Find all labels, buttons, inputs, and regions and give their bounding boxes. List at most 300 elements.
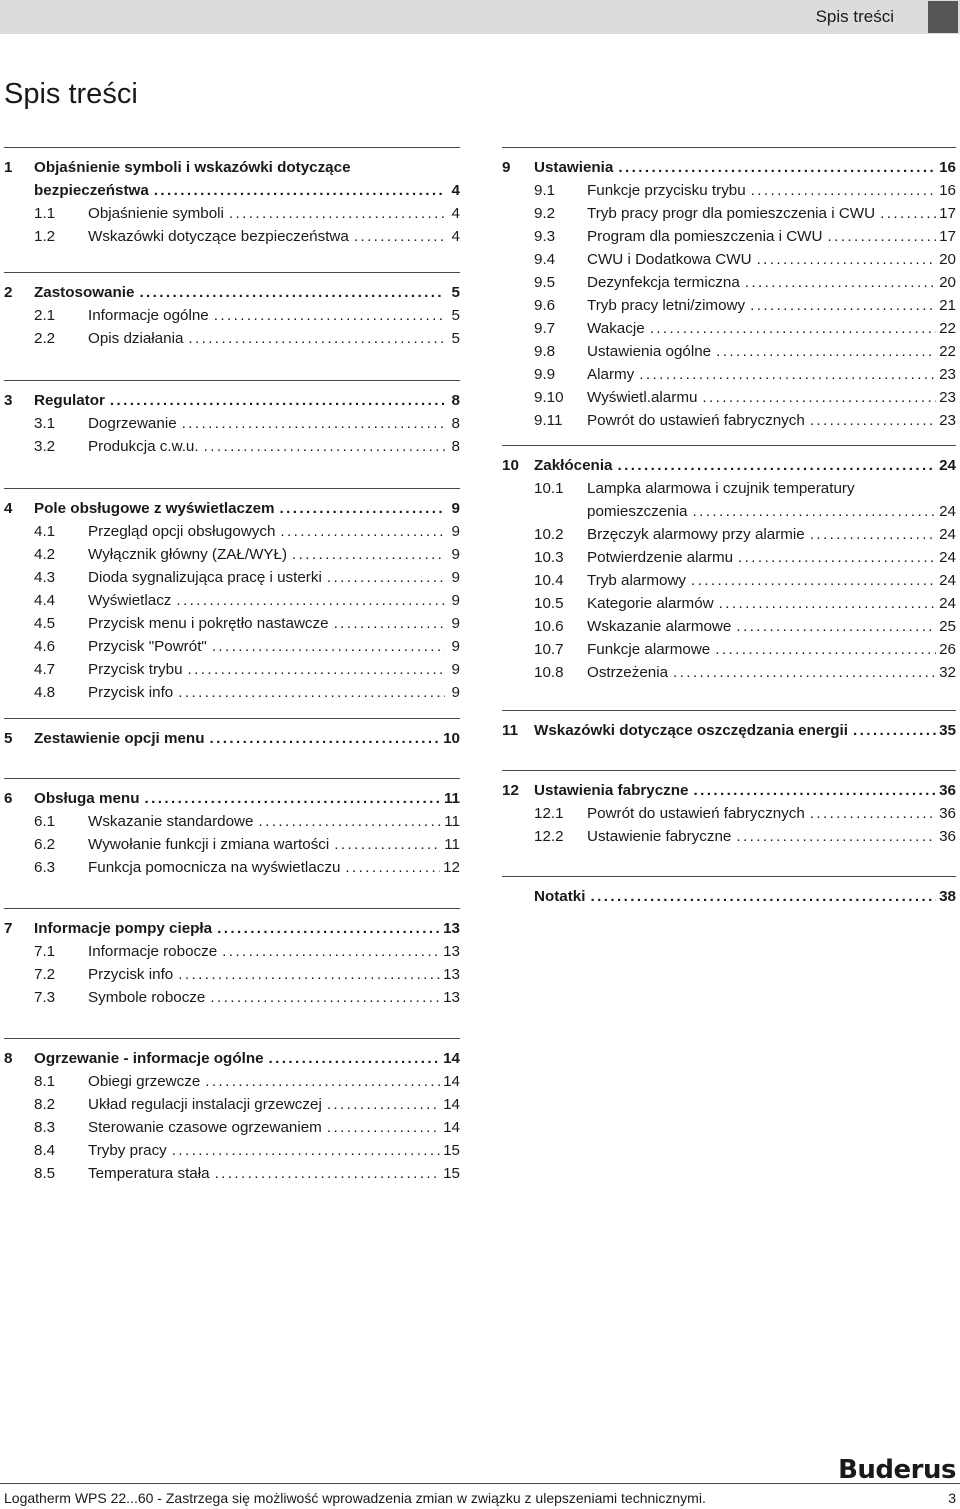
entry-page: 10 <box>443 730 460 747</box>
leader-dots <box>214 304 445 327</box>
entry-page: 5 <box>451 284 460 301</box>
entry-page: 35 <box>939 722 956 739</box>
entry-title: Ustawienia <box>534 159 614 176</box>
toc-entry[interactable] <box>4 1093 460 1116</box>
leader-dots <box>269 1047 441 1070</box>
leader-dots <box>827 225 936 248</box>
entry-title: Wakacje <box>587 320 645 337</box>
entry-body <box>88 658 460 681</box>
entry-title: Wskazówki dotyczące bezpieczeństwa <box>88 228 349 245</box>
entry-number: 6 <box>4 790 13 807</box>
leader-dots <box>204 435 445 458</box>
entry-body <box>34 917 460 940</box>
leader-dots <box>176 589 445 612</box>
leader-dots <box>229 202 445 225</box>
entry-number: 8.3 <box>34 1119 56 1136</box>
toc-section <box>4 908 460 1009</box>
toc-entry[interactable] <box>502 523 956 546</box>
toc-entry[interactable] <box>4 1070 460 1093</box>
toc-entry[interactable] <box>502 294 956 317</box>
entry-title: Alarmy <box>587 366 635 383</box>
leader-dots <box>139 281 445 304</box>
toc-entry[interactable] <box>4 635 460 658</box>
toc-entry[interactable] <box>4 612 460 635</box>
toc-section <box>502 147 956 432</box>
leader-dots <box>215 1162 441 1185</box>
entry-title: Tryb pracy progr dla pomieszczenia i CWU <box>587 205 876 222</box>
entry-number: 12.2 <box>534 828 564 845</box>
entry-title: Obsługa menu <box>34 790 140 807</box>
entry-title: Lampka alarmowa i czujnik temperatury <box>587 480 855 497</box>
entry-number: 8.5 <box>34 1165 56 1182</box>
toc-entry-continued[interactable] <box>502 500 956 523</box>
entry-title: Dezynfekcja termiczna <box>587 274 740 291</box>
leader-dots <box>292 543 445 566</box>
entry-number: 12 <box>502 782 519 799</box>
entry-number: 9.6 <box>534 297 556 314</box>
leader-dots <box>209 727 440 750</box>
entry-body <box>88 612 460 635</box>
toc-entry[interactable] <box>4 963 460 986</box>
toc-entry[interactable] <box>4 1116 460 1139</box>
entry-body <box>587 409 956 432</box>
toc-entry[interactable] <box>502 202 956 225</box>
entry-page: 36 <box>939 805 956 822</box>
leader-dots <box>354 225 445 248</box>
leader-dots <box>673 661 936 684</box>
entry-body <box>534 719 956 742</box>
entry-body <box>587 202 956 225</box>
leader-dots <box>334 833 441 856</box>
entry-title: Informacje robocze <box>88 943 218 960</box>
toc-entry[interactable] <box>4 327 460 350</box>
entry-body <box>34 497 460 520</box>
leader-dots <box>212 635 445 658</box>
entry-title: Tryb pracy letni/zimowy <box>587 297 746 314</box>
toc-entry[interactable] <box>502 592 956 615</box>
entry-number: 6.2 <box>34 836 56 853</box>
entry-title: Przycisk trybu <box>88 661 183 678</box>
entry-title: Kategorie alarmów <box>587 595 714 612</box>
entry-page: 11 <box>444 813 460 830</box>
entry-number: 10.6 <box>534 618 564 635</box>
entry-title: Tryb alarmowy <box>587 572 687 589</box>
toc-section <box>4 488 460 704</box>
entry-number: 4.1 <box>34 523 56 540</box>
entry-page: 9 <box>451 684 460 701</box>
entry-number: 10.3 <box>534 549 564 566</box>
entry-page: 9 <box>451 500 460 517</box>
entry-page: 24 <box>939 503 956 520</box>
entry-body <box>88 566 460 589</box>
toc-entry[interactable] <box>4 520 460 543</box>
leader-dots <box>810 409 936 432</box>
leader-dots <box>691 569 936 592</box>
entry-body <box>534 454 956 477</box>
toc-entry[interactable] <box>4 940 460 963</box>
entry-page: 9 <box>451 523 460 540</box>
toc-entry[interactable] <box>4 389 460 412</box>
toc-entry[interactable] <box>4 412 460 435</box>
entry-page: 13 <box>443 989 460 1006</box>
entry-page: 15 <box>443 1142 460 1159</box>
toc-entry[interactable] <box>4 681 460 704</box>
entry-number: 5 <box>4 730 13 747</box>
leader-dots <box>693 779 936 802</box>
entry-title: Ustawienia ogólne <box>587 343 712 360</box>
entry-number: 4.6 <box>34 638 56 655</box>
toc-entry[interactable] <box>4 727 460 750</box>
entry-number: 2.1 <box>34 307 56 324</box>
toc-entry[interactable] <box>4 543 460 566</box>
entry-page: 22 <box>939 343 956 360</box>
toc-entry[interactable] <box>4 1139 460 1162</box>
leader-dots <box>738 546 936 569</box>
header-title: Spis treści <box>815 7 894 26</box>
entry-title: Pole obsługowe z wyświetlaczem <box>34 500 275 517</box>
entry-number: 10.5 <box>534 595 564 612</box>
toc-section <box>4 778 460 879</box>
entry-number: 9.2 <box>534 205 556 222</box>
leader-dots <box>217 917 440 940</box>
toc-entry[interactable] <box>502 885 956 908</box>
entry-title: Funkcja pomocnicza na wyświetlaczu <box>88 859 341 876</box>
entry-title: Informacje pompy ciepła <box>34 920 213 937</box>
toc-entry[interactable] <box>4 787 460 810</box>
entry-body <box>88 304 460 327</box>
entry-number: 9.9 <box>534 366 556 383</box>
entry-body <box>34 787 460 810</box>
entry-page: 24 <box>939 457 956 474</box>
toc-entry[interactable] <box>4 202 460 225</box>
toc-section <box>4 272 460 350</box>
entry-body <box>88 589 460 612</box>
entry-title: Powrót do ustawień fabrycznych <box>587 412 805 429</box>
entry-body <box>587 500 956 523</box>
entry-title: Sterowanie czasowe ogrzewaniem <box>88 1119 322 1136</box>
entry-body <box>88 543 460 566</box>
toc-entry[interactable] <box>502 386 956 409</box>
entry-number: 3 <box>4 392 13 409</box>
footer-text: Logatherm WPS 22...60 - Zastrzega się możliwość wprowadzenia zmian w związku z ulepszeniami technicznymi. <box>4 1490 706 1506</box>
entry-title: Opis działania <box>88 330 184 347</box>
entry-title: Wyświetl.alarmu <box>587 389 698 406</box>
toc-entry[interactable] <box>4 856 460 879</box>
entry-page: 8 <box>451 415 460 432</box>
leader-dots <box>205 1070 440 1093</box>
entry-page: 14 <box>443 1050 460 1067</box>
entry-number: 7 <box>4 920 13 937</box>
toc-entry[interactable] <box>4 1047 460 1070</box>
toc-entry[interactable] <box>4 435 460 458</box>
entry-title: Przegląd opcji obsługowych <box>88 523 276 540</box>
entry-title: Funkcje alarmowe <box>587 641 711 658</box>
entry-page: 26 <box>939 641 956 658</box>
toc-entry[interactable] <box>502 454 956 477</box>
entry-page: 23 <box>939 389 956 406</box>
toc-entry[interactable] <box>502 546 956 569</box>
toc-section <box>502 876 956 908</box>
entry-title: Dogrzewanie <box>88 415 177 432</box>
toc-section <box>4 147 460 248</box>
leader-dots <box>702 386 936 409</box>
toc-entry[interactable] <box>4 225 460 248</box>
toc-entry[interactable] <box>502 179 956 202</box>
entry-page: 8 <box>451 438 460 455</box>
entry-body <box>587 615 956 638</box>
toc-entry[interactable] <box>4 566 460 589</box>
entry-page: 13 <box>443 943 460 960</box>
entry-number: 10.4 <box>534 572 564 589</box>
toc-entry-continued[interactable] <box>4 179 460 202</box>
toc-entry[interactable] <box>502 825 956 848</box>
leader-dots <box>692 500 936 523</box>
entry-body <box>587 638 956 661</box>
entry-number: 4.5 <box>34 615 56 632</box>
entry-page: 24 <box>939 572 956 589</box>
entry-number: 8 <box>4 1050 13 1067</box>
leader-dots <box>334 612 445 635</box>
entry-number: 9.7 <box>534 320 556 337</box>
leader-dots <box>172 1139 440 1162</box>
entry-body <box>88 225 460 248</box>
entry-body <box>88 520 460 543</box>
entry-number: 4.8 <box>34 684 56 701</box>
entry-page: 14 <box>443 1119 460 1136</box>
entry-body <box>587 802 956 825</box>
entry-number: 11 <box>502 722 519 739</box>
entry-body <box>534 779 956 802</box>
entry-number: 2.2 <box>34 330 56 347</box>
toc-entry[interactable] <box>4 1162 460 1185</box>
leader-dots <box>853 719 936 742</box>
entry-number: 9.3 <box>534 228 556 245</box>
entry-body <box>587 225 956 248</box>
entry-body <box>88 635 460 658</box>
entry-body <box>88 940 460 963</box>
entry-number: 7.3 <box>34 989 56 1006</box>
leader-dots <box>745 271 936 294</box>
entry-number: 4 <box>4 500 13 517</box>
toc-entry[interactable] <box>502 661 956 684</box>
footer-divider <box>0 1483 960 1484</box>
toc-entry[interactable] <box>4 917 460 940</box>
entry-page: 9 <box>451 569 460 586</box>
toc-entry[interactable] <box>502 271 956 294</box>
entry-title: Regulator <box>34 392 105 409</box>
entry-title: Przycisk menu i pokrętło nastawcze <box>88 615 329 632</box>
leader-dots <box>222 940 440 963</box>
entry-page: 8 <box>451 392 460 409</box>
entry-page: 4 <box>451 182 460 199</box>
toc-entry[interactable] <box>4 986 460 1009</box>
toc-entry[interactable] <box>502 802 956 825</box>
header-marker <box>928 1 958 33</box>
leader-dots <box>736 825 936 848</box>
toc-section <box>502 710 956 742</box>
entry-title: Brzęczyk alarmowy przy alarmie <box>587 526 805 543</box>
entry-number: 6.1 <box>34 813 56 830</box>
entry-body <box>34 281 460 304</box>
toc-entry[interactable] <box>502 340 956 363</box>
entry-number: 4.2 <box>34 546 56 563</box>
leader-dots <box>188 327 445 350</box>
entry-body <box>587 179 956 202</box>
entry-title: Wskazówki dotyczące oszczędzania energii <box>534 722 848 739</box>
leader-dots <box>719 592 936 615</box>
entry-page: 5 <box>451 330 460 347</box>
toc-section <box>502 445 956 684</box>
entry-body <box>88 327 460 350</box>
entry-number: 8.4 <box>34 1142 56 1159</box>
toc-entry[interactable] <box>502 409 956 432</box>
entry-body <box>587 661 956 684</box>
entry-page: 36 <box>939 828 956 845</box>
toc-entry[interactable] <box>502 225 956 248</box>
entry-page: 9 <box>451 638 460 655</box>
entry-body <box>34 179 460 202</box>
toc-entry[interactable] <box>4 589 460 612</box>
entry-number: 12.1 <box>534 805 564 822</box>
entry-title-continued: pomieszczenia <box>587 503 688 520</box>
entry-title: Powrót do ustawień fabrycznych <box>587 805 805 822</box>
entry-title-continued: bezpieczeństwa <box>34 182 149 199</box>
entry-number: 10 <box>502 457 519 474</box>
entry-number: 7.2 <box>34 966 56 983</box>
toc-entry[interactable] <box>4 810 460 833</box>
entry-page: 17 <box>939 228 956 245</box>
leader-dots <box>178 681 445 704</box>
entry-page: 13 <box>443 920 460 937</box>
entry-number: 4.3 <box>34 569 56 586</box>
toc-entry[interactable] <box>4 497 460 520</box>
leader-dots <box>880 202 936 225</box>
leader-dots <box>715 638 936 661</box>
leader-dots <box>327 1116 440 1139</box>
entry-page: 4 <box>451 205 460 222</box>
entry-number: 3.2 <box>34 438 56 455</box>
toc-entry[interactable] <box>502 569 956 592</box>
entry-number: 1.2 <box>34 228 56 245</box>
entry-title: Objaśnienie symboli <box>88 205 224 222</box>
toc-entry[interactable] <box>4 304 460 327</box>
entry-number: 9.11 <box>534 412 563 429</box>
entry-title: Tryby pracy <box>88 1142 167 1159</box>
toc-entry[interactable] <box>4 156 460 179</box>
leader-dots <box>736 615 936 638</box>
entry-title: Zastosowanie <box>34 284 135 301</box>
entry-body <box>34 1047 460 1070</box>
entry-page: 36 <box>939 782 956 799</box>
entry-page: 14 <box>443 1073 460 1090</box>
toc-entry[interactable] <box>4 833 460 856</box>
entry-number: 6.3 <box>34 859 56 876</box>
entry-body <box>88 202 460 225</box>
toc-section <box>4 380 460 458</box>
entry-title: Symbole robocze <box>88 989 206 1006</box>
entry-page: 24 <box>939 526 956 543</box>
entry-page: 9 <box>451 546 460 563</box>
toc-entry[interactable] <box>502 363 956 386</box>
entry-page: 16 <box>939 159 956 176</box>
leader-dots <box>110 389 445 412</box>
entry-title: Przycisk info <box>88 684 174 701</box>
leader-dots <box>716 340 936 363</box>
toc-entry[interactable] <box>502 638 956 661</box>
entry-body <box>587 592 956 615</box>
entry-number: 1 <box>4 159 13 176</box>
entry-page: 16 <box>939 182 956 199</box>
entry-body <box>88 856 460 879</box>
entry-body <box>587 546 956 569</box>
entry-page: 22 <box>939 320 956 337</box>
entry-title: Produkcja c.w.u. <box>88 438 199 455</box>
leader-dots <box>757 248 937 271</box>
entry-page: 20 <box>939 274 956 291</box>
entry-title: Obiegi grzewcze <box>88 1073 201 1090</box>
toc-entry[interactable] <box>502 248 956 271</box>
toc-entry[interactable] <box>4 658 460 681</box>
entry-page: 9 <box>451 615 460 632</box>
toc-entry[interactable] <box>502 719 956 742</box>
entry-number: 10.1 <box>534 480 564 497</box>
entry-body <box>587 523 956 546</box>
entry-number: 10.7 <box>534 641 564 658</box>
entry-page: 23 <box>939 366 956 383</box>
toc-entry[interactable] <box>502 779 956 802</box>
entry-page: 21 <box>939 297 956 314</box>
leader-dots <box>650 317 936 340</box>
entry-number: 10.8 <box>534 664 564 681</box>
entry-page: 11 <box>443 790 460 807</box>
entry-number: 10.2 <box>534 526 564 543</box>
toc-entry[interactable] <box>4 281 460 304</box>
leader-dots <box>182 412 445 435</box>
entry-number: 9.4 <box>534 251 556 268</box>
entry-body <box>534 885 956 908</box>
entry-body <box>88 1093 460 1116</box>
toc-section <box>4 718 460 750</box>
entry-body <box>88 810 460 833</box>
entry-page: 9 <box>451 661 460 678</box>
entry-body <box>587 271 956 294</box>
toc-entry[interactable] <box>502 615 956 638</box>
entry-page: 13 <box>443 966 460 983</box>
entry-title: Ustawienie fabryczne <box>587 828 732 845</box>
entry-page: 23 <box>939 412 956 429</box>
entry-title: Objaśnienie symboli i wskazówki dotyczące <box>34 159 351 176</box>
leader-dots <box>327 566 445 589</box>
entry-title: Ogrzewanie - informacje ogólne <box>34 1050 264 1067</box>
entry-title: Wskazanie alarmowe <box>587 618 732 635</box>
entry-body <box>587 294 956 317</box>
entry-title: CWU i Dodatkowa CWU <box>587 251 752 268</box>
entry-title: Wyświetlacz <box>88 592 172 609</box>
entry-page: 5 <box>451 307 460 324</box>
toc-entry[interactable] <box>502 317 956 340</box>
leader-dots <box>618 156 936 179</box>
page-title: Spis treści <box>4 78 138 110</box>
entry-body <box>88 1162 460 1185</box>
toc-entry[interactable] <box>502 156 956 179</box>
entry-title: Potwierdzenie alarmu <box>587 549 734 566</box>
entry-title: Wskazanie standardowe <box>88 813 254 830</box>
entry-title: Wyłącznik główny (ZAŁ/WYŁ) <box>88 546 288 563</box>
entry-page: 9 <box>451 592 460 609</box>
toc-entry[interactable] <box>502 477 956 500</box>
entry-page: 14 <box>443 1096 460 1113</box>
leader-dots <box>751 179 936 202</box>
